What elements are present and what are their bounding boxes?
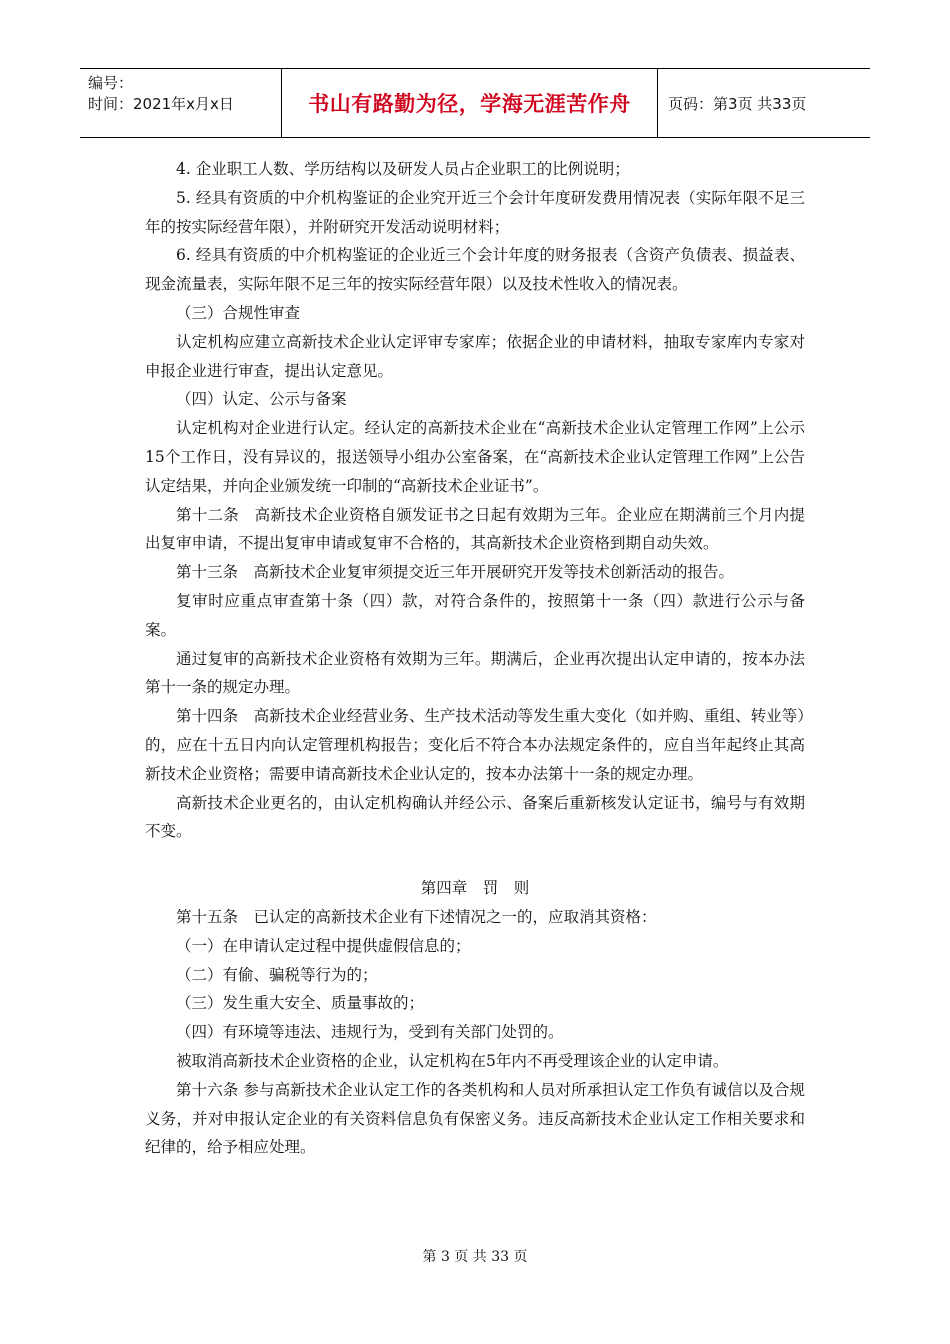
paragraph: （三）发生重大安全、质量事故的；	[176, 994, 425, 1013]
paragraph: 高新技术企业更名的，由认定机构确认并经公示、备案后重新核发认定证书，编号与有效期不变。	[145, 793, 805, 841]
header-motto: 书山有路勤为径，学海无涯苦作舟	[282, 69, 658, 137]
paragraph: 4. 企业职工人数、学历结构以及研发人员占企业职工的比例说明；	[176, 160, 630, 178]
paragraph: （三）合规性审查	[176, 303, 301, 322]
paragraph: （一）在申请认定过程中提供虚假信息的；	[176, 936, 471, 955]
paragraph: 认定机构应建立高新技术企业认定评审专家库；依据企业的申请材料，抽取专家库内专家对申报企业进行审查，提出认定意见。	[145, 332, 805, 380]
paragraph: 第十二条 高新技术企业资格自颁发证书之日起有效期为三年。企业应在期满前三个月内提出复审申请，不提出复审申请或复审不合格的，其高新技术企业资格到期自动失效。	[145, 505, 805, 553]
paragraph: 认定机构对企业进行认定。经认定的高新技术企业在“高新技术企业认定管理工作网”上公示15个工作日，没有异议的，报送领导小组办公室备案，在“高新技术企业认定管理工作网”上公告认定结果，并向企业颁发统一印制的“高新技术企业证书”。	[145, 419, 805, 495]
document-time-label: 时间：2021年x月x日	[88, 95, 234, 113]
paragraph: 复审时应重点审查第十条（四）款，对符合条件的，按照第十一条（四）款进行公示与备案。	[145, 591, 805, 639]
chapter-title: 第四章 罚 则	[420, 879, 530, 898]
page-footer: 第 3 页 共 33 页	[422, 1249, 528, 1265]
page-header	[80, 68, 870, 138]
paragraph: 第十五条 已认定的高新技术企业有下述情况之一的，应取消其资格：	[176, 907, 657, 926]
paragraph: （四）有环境等违法、违规行为，受到有关部门处罚的。	[176, 1023, 564, 1042]
paragraph: 被取消高新技术企业资格的企业，认定机构在5年内不再受理该企业的认定申请。	[176, 1051, 729, 1070]
paragraph: 第十三条 高新技术企业复审须提交近三年开展研究开发等技术创新活动的报告。	[176, 563, 735, 582]
paragraph: 第十四条 高新技术企业经营业务、生产技术活动等发生重大变化（如并购、重组、转业等）的，应在十五日内向认定管理机构报告；变化后不符合本办法规定条件的，应自当年起终止其高新技术企业资格；需要申请高新技术企业认定的，按本办法第十一条的规定办理。	[145, 707, 805, 783]
document-body	[145, 155, 805, 1162]
document-number-label: 编号：	[88, 74, 134, 92]
header-meta	[80, 69, 282, 137]
paragraph: （二）有偷、骗税等行为的；	[176, 965, 378, 984]
header-page-label: 页码：第3页 共33页	[668, 94, 807, 113]
paragraph: 第十六条 参与高新技术企业认定工作的各类机构和人员对所承担认定工作负有诚信以及合规义务，并对申报认定企业的有关资料信息负有保密义务。违反高新技术企业认定工作相关要求和纪律的，给予相应处理。	[145, 1080, 805, 1157]
paragraph: 5. 经具有资质的中介机构鉴证的企业究开近三个会计年度研发费用情况表（实际年限不足三年的按实际经营年限），并附研究开发活动说明材料；	[145, 188, 805, 236]
paragraph: 6. 经具有资质的中介机构鉴证的企业近三个会计年度的财务报表（含资产负债表、损益表、现金流量表，实际年限不足三年的按实际经营年限）以及技术性收入的情况表。	[145, 246, 805, 294]
paragraph: 通过复审的高新技术企业资格有效期为三年。期满后，企业再次提出认定申请的，按本办法第十一条的规定办理。	[145, 649, 805, 697]
paragraph: （四）认定、公示与备案	[176, 390, 347, 409]
